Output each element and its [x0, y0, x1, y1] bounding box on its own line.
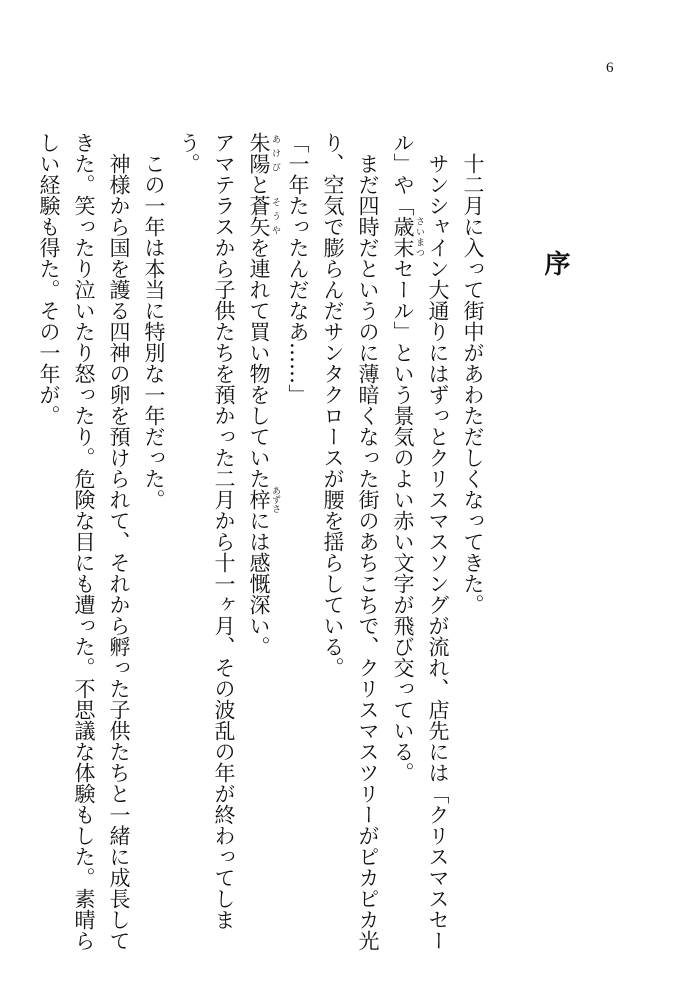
- paragraph: [455, 132, 490, 952]
- paragraph-text: この一年は本当に特別な一年だった。: [142, 153, 166, 510]
- paragraph: [241, 132, 280, 952]
- paragraph-text: まだ四時だというのに薄暗くなった街のあちこちで、クリスマスツリーがピカピカ光り、空気で膨らんだサンタクロースが腰を揺らしている。: [321, 132, 380, 951]
- paragraph: [171, 132, 241, 952]
- ruby-reading: あけび: [270, 132, 280, 174]
- paragraph: [31, 132, 136, 952]
- paragraph-text: アマテラスから子供たちを預かった二月から十一ヶ月、その波乱の年が終わってしまう。: [177, 132, 236, 930]
- paragraph-text: サンシャイン大通りにはずっとクリスマスソングが流れ、店先には「クリスマスセール」や「: [391, 132, 450, 951]
- paragraph-text: を連れて買い物をしていた: [247, 237, 271, 489]
- body-text: [31, 132, 490, 952]
- ruby-reading: あずさ: [270, 486, 280, 513]
- chapter-title: 序: [540, 250, 570, 280]
- ruby-reading: そうや: [270, 195, 280, 237]
- paragraph: [280, 132, 315, 952]
- paragraph-text: と: [247, 174, 271, 195]
- paragraph-text: セール」という景気のよい赤い文字が飛び交っている。: [391, 258, 415, 783]
- ruby-word: [247, 486, 280, 513]
- ruby-word: [391, 216, 424, 258]
- ruby-base: 歳末: [391, 216, 415, 258]
- paragraph-text: 神様から国を護る四神の卵を預けられて、それから孵った子供たちと一緒に成長してきた。笑ったり泣いたり怒ったり。危険な目にも遭った。不思議な体験もした。素晴らしい経験も得た。その一年が。: [37, 132, 131, 951]
- ruby-base: 朱陽: [247, 132, 271, 174]
- paragraph-text: には感慨深い。: [247, 510, 271, 657]
- paragraph: [136, 132, 171, 952]
- ruby-reading: さいまつ: [414, 216, 424, 258]
- ruby-base: 蒼矢: [247, 195, 271, 237]
- paragraph-text: 十二月に入って街中があわただしくなってきた。: [461, 153, 485, 615]
- dialogue-text: 「一年たったんだなあ……」: [286, 132, 310, 405]
- paragraph: [385, 132, 455, 952]
- ruby-word: [247, 132, 280, 174]
- ruby-word: [247, 195, 280, 237]
- page-number: 6: [606, 60, 614, 76]
- paragraph: [315, 132, 385, 952]
- ruby-base: 梓: [247, 486, 271, 513]
